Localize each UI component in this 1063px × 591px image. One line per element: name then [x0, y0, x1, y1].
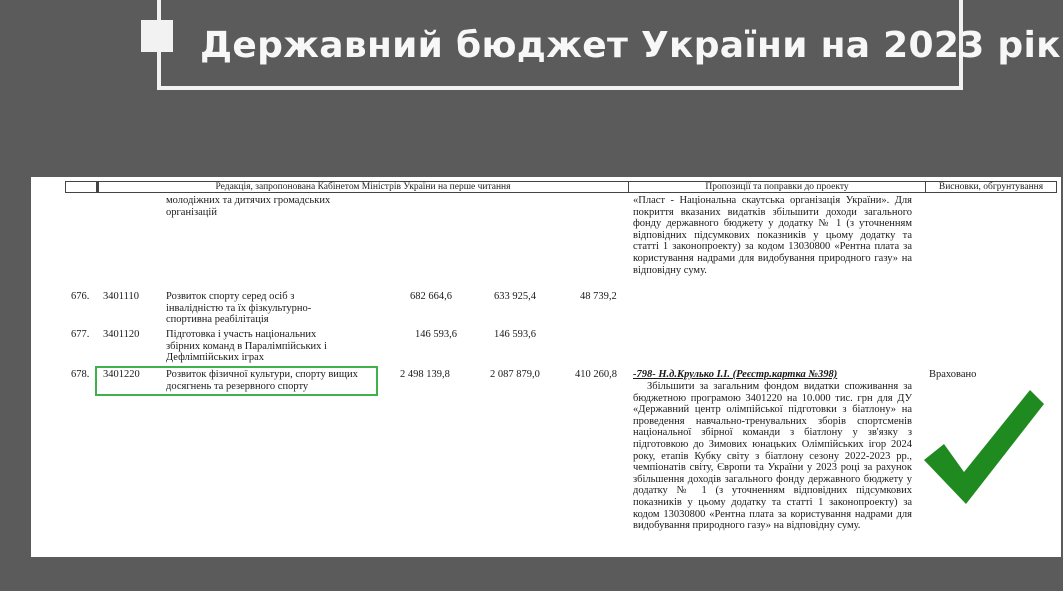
header-cell-blank-1 — [65, 181, 97, 193]
header-col-cabinet-version: Редакція, запропонована Кабінетом Міністрів України на перше читання — [97, 181, 629, 193]
title-bullet-square — [141, 20, 173, 52]
row-value-3: 48 739,2 — [580, 291, 617, 302]
slide-title: Державний бюджет України на 2023 рік — [200, 25, 1061, 66]
fragment-left-text: молодіжних та дитячих громадських організацій — [166, 195, 331, 218]
row-program-name: Підготовка і участь національних збірних команд в Паралімпійських і Дефлімпійських іграх — [166, 329, 327, 363]
document-scan — [31, 177, 1061, 557]
header-col-proposals: Пропозиції та поправки до проекту — [628, 181, 926, 193]
row-conclusion: Враховано — [929, 369, 977, 380]
row-value-1: 682 664,6 — [410, 291, 452, 302]
row-value-2: 146 593,6 — [494, 329, 536, 340]
row-value-1: 2 498 139,8 — [400, 369, 450, 380]
row-number: 676. — [71, 291, 90, 302]
proposal-author: -798- Н.д.Крулько І.І. (Реєстр.картка №398) — [633, 369, 838, 380]
row-value-1: 146 593,6 — [415, 329, 457, 340]
row-program-name: Розвиток фізичної культури, спорту вищих досягнень та резервного спорту — [166, 369, 358, 392]
header-col-conclusions: Висновки, обгрунтування — [925, 181, 1057, 193]
row-code: 3401220 — [103, 369, 140, 380]
row-number: 678. — [71, 369, 90, 380]
row-code: 3401120 — [103, 329, 140, 340]
highlight-box — [95, 366, 378, 396]
checkmark-icon — [918, 382, 1046, 510]
proposal-text: Збільшити за загальним фондом видатки споживання за бюджетною програмою 3401220 на 10.000 тис. грн для ДУ «Державний центр олімпійської підготовки з біатлону» на проведення навчально-тренувальних зборів спортсменів національної збірної команди з біатлону у зв'язку з підготовкою до Зимових юнацьких Олімпійських ігор 2024 року, етапів Кубку світу з біатлону сезону 2022-2023 рр., чемпіонатів світу, Європи та України у 2023 році за рахунок збільшення доходів загального фонду державного бюджету у додатку № 1 (з уточненням відповідних підсумкових показників у цьому додатку та статті 1 законопроекту) за кодом 13030800 «Рентна плата за користування надрами для видобування природного газу» на відповідну суму. — [633, 381, 912, 532]
row-value-3: 410 260,8 — [575, 369, 617, 380]
row-code: 3401110 — [103, 291, 139, 302]
row-value-2: 2 087 879,0 — [490, 369, 540, 380]
fragment-right-text: «Пласт - Національна скаутська організація України». Для покриття вказаних видатків збільшити доходи загального фонду державного бюджету у додатку № 1 (з уточненням відповідних підсумкових показників у цьому додатку та статті 1 законопроекту) за кодом 13030800 «Рентна плата за користування надрами для видобування природного газу» на відповідну суму. — [633, 195, 912, 276]
row-number: 677. — [71, 329, 90, 340]
row-value-2: 633 925,4 — [494, 291, 536, 302]
row-program-name: Розвиток спорту серед осіб з інвалідністю та їх фізкультурно-спортивна реабілітація — [166, 291, 312, 325]
